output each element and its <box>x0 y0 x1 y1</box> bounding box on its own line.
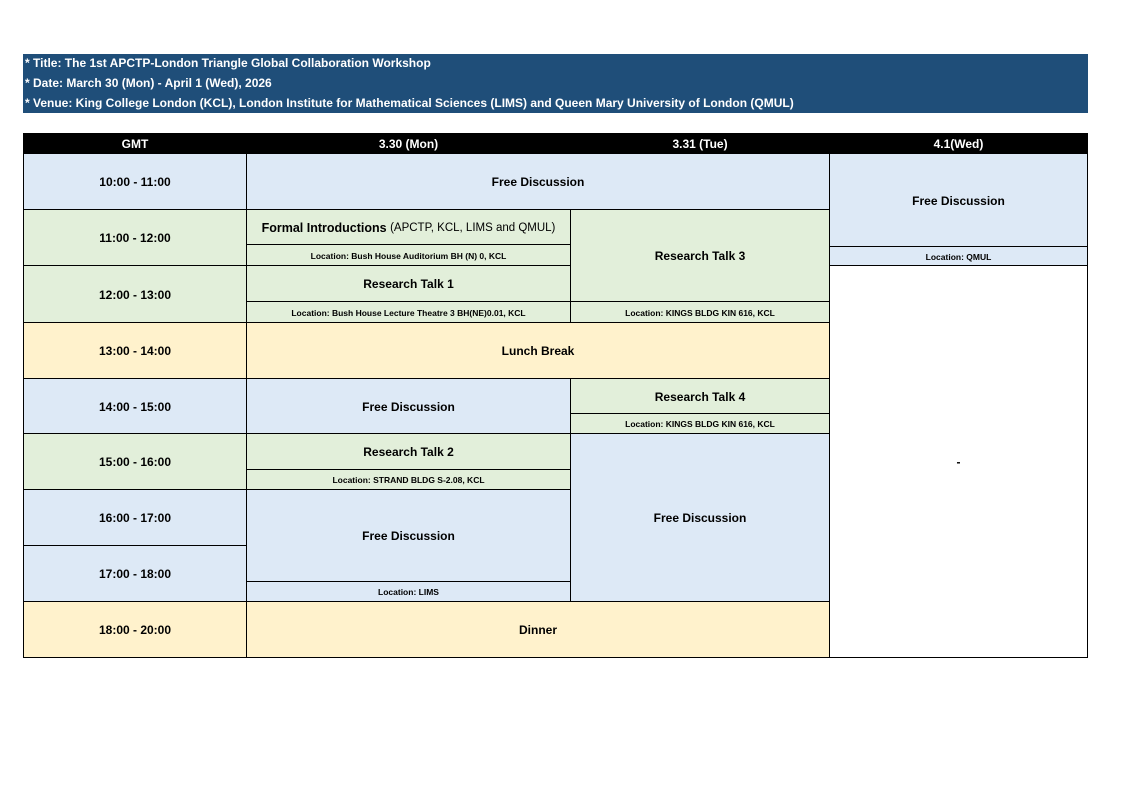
event-location: Location: Bush House Lecture Theatre 3 BH(NE)0.01, KCL <box>246 301 571 324</box>
workshop-dates: * Date: March 30 (Mon) - April 1 (Wed), 2026 <box>25 76 272 90</box>
event-free-discussion: Free Discussion <box>829 153 1088 248</box>
event-location: Location: Bush House Auditorium BH (N) 0, KCL <box>246 244 571 267</box>
event-free-discussion: Free Discussion <box>570 433 830 603</box>
event-subtitle: (APCTP, KCL, LIMS and QMUL) <box>390 221 556 234</box>
event-location: Location: KINGS BLDG KIN 616, KCL <box>570 413 830 435</box>
column-header-wed: 4.1(Wed) <box>829 133 1088 155</box>
time-slot: 17:00 - 18:00 <box>23 545 247 603</box>
event-research-talk-2: Research Talk 2 <box>246 433 571 471</box>
event-research-talk-1: Research Talk 1 <box>246 265 571 303</box>
event-research-talk-3: Research Talk 3 <box>570 209 830 303</box>
event-free-discussion: Free Discussion <box>246 489 571 583</box>
column-header-gmt: GMT <box>23 133 247 155</box>
workshop-venue: * Venue: King College London (KCL), London Institute for Mathematical Sciences (LIMS) and Queen Mary University of London (QMUL) <box>25 96 794 110</box>
column-header-tue: 3.31 (Tue) <box>570 133 830 155</box>
event-lunch-break: Lunch Break <box>246 322 830 380</box>
event-free-discussion: Free Discussion <box>246 378 571 435</box>
event-location: Location: QMUL <box>829 246 1088 267</box>
event-location: Location: KINGS BLDG KIN 616, KCL <box>570 301 830 324</box>
event-title: Formal Introductions <box>261 220 387 235</box>
time-slot: 14:00 - 15:00 <box>23 378 247 435</box>
time-slot: 10:00 - 11:00 <box>23 153 247 211</box>
time-slot: 18:00 - 20:00 <box>23 601 247 658</box>
event-empty-slot: - <box>829 265 1088 658</box>
event-location: Location: STRAND BLDG S-2.08, KCL <box>246 469 571 491</box>
column-header-mon: 3.30 (Mon) <box>246 133 571 155</box>
event-dinner: Dinner <box>246 601 830 658</box>
time-slot: 13:00 - 14:00 <box>23 322 247 380</box>
event-free-discussion: Free Discussion <box>246 153 830 211</box>
event-location: Location: LIMS <box>246 581 571 603</box>
workshop-info-banner <box>23 54 1088 113</box>
schedule-table <box>23 133 1088 658</box>
event-research-talk-4: Research Talk 4 <box>570 378 830 415</box>
event-formal-introductions <box>246 209 571 246</box>
workshop-title: * Title: The 1st APCTP-London Triangle Global Collaboration Workshop <box>25 56 431 70</box>
time-slot: 12:00 - 13:00 <box>23 265 247 324</box>
time-slot: 15:00 - 16:00 <box>23 433 247 491</box>
time-slot: 11:00 - 12:00 <box>23 209 247 267</box>
time-slot: 16:00 - 17:00 <box>23 489 247 547</box>
